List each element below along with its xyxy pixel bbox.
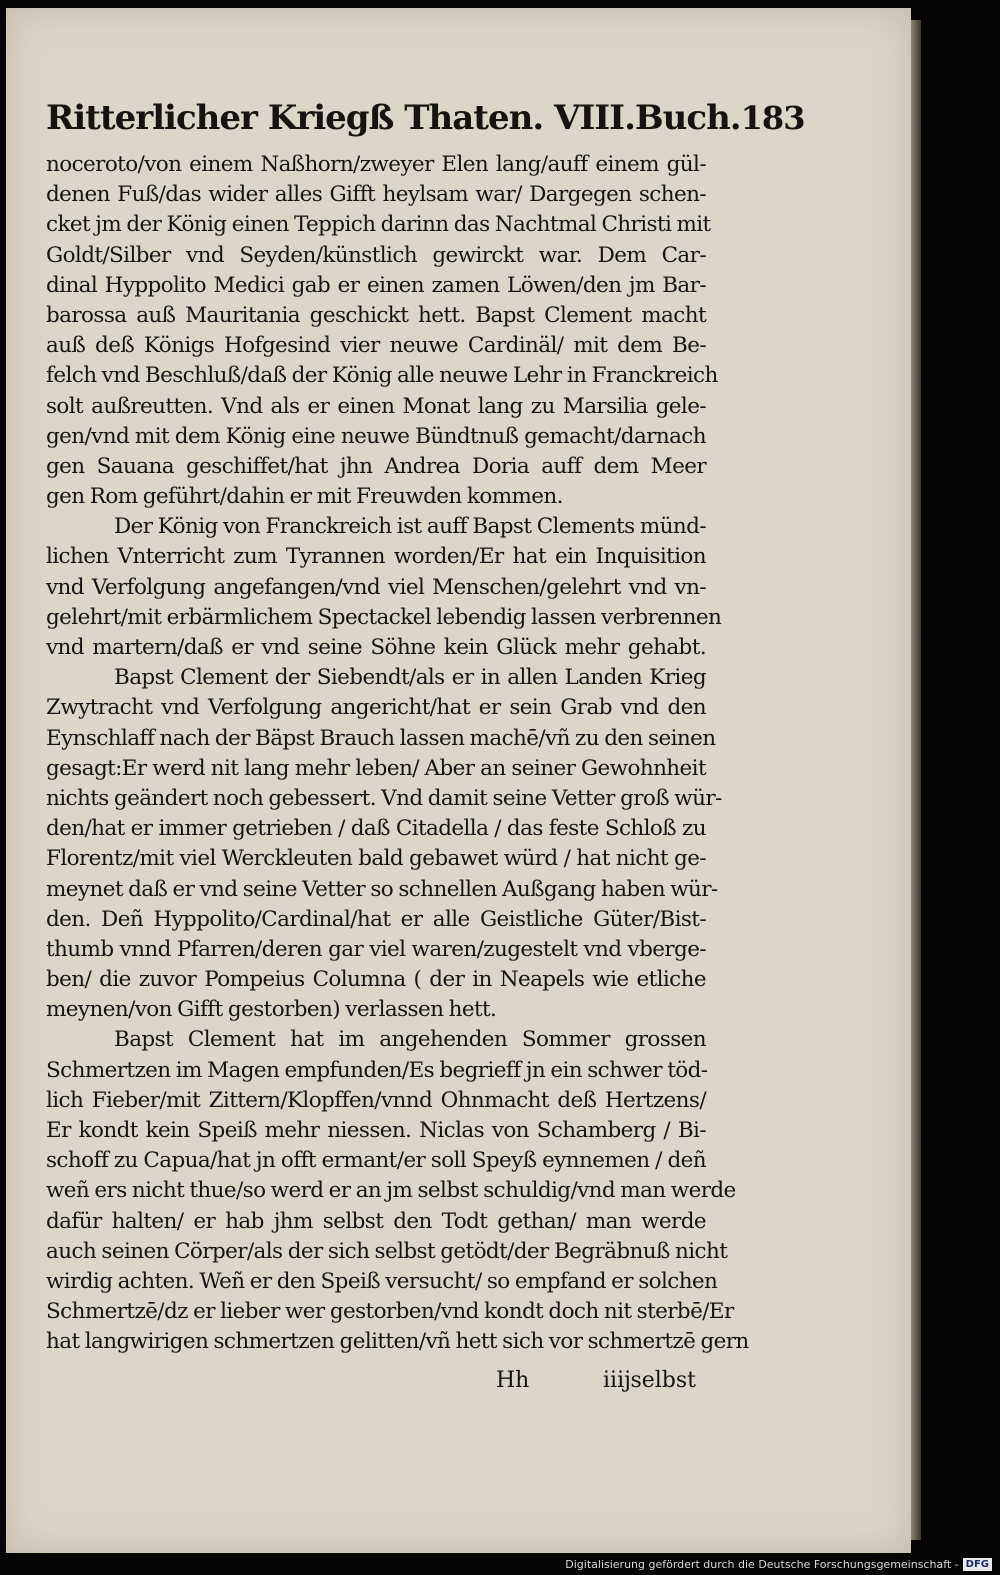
text-line: noceroto/von einem Naßhorn/zweyer Elen lang/auff einem gül-: [46, 152, 706, 177]
catchword: selbst: [630, 1367, 696, 1393]
text-line: den. Deñ Hyppolito/Cardinal/hat er alle Geistliche Güter/Bist-: [46, 906, 706, 932]
text-line: gen Sauana geschiffet/hat jhn Andrea Doria auff dem Meer: [46, 453, 706, 479]
text-block: [46, 98, 805, 1398]
text-line: auß deß Königs Hofgesind vier neuwe Cardinäl/ mit dem Be-: [46, 333, 706, 359]
text-line: Bapst Clement hat im angehenden Sommer grossen: [114, 1027, 706, 1053]
text-line: Zwytracht vnd Verfolgung angericht/hat er sein Grab vnd den: [46, 695, 706, 721]
text-line: hat langwirigen schmertzen gelitten/vñ hett sich vor schmertzē gern: [46, 1329, 749, 1355]
text-line: Bapst Clement der Siebendt/als er in allen Landen Krieg: [114, 665, 706, 691]
text-line: Der König von Franckreich ist auff Bapst Clements münd-: [114, 514, 706, 540]
text-line: ben/ die zuvor Pompeius Columna ( der in Neapels wie etliche: [46, 967, 706, 993]
paragraph-4: [46, 1025, 749, 1357]
page-edge: [911, 20, 921, 1540]
text-line: solt außreutten. Vnd als er einen Monat lang zu Marsilia gele-: [46, 393, 706, 419]
text-line: weñ ers nicht thue/so werd er an jm selbst schuldig/vnd man werde: [46, 1178, 736, 1204]
text-line: Er kondt kein Speiß mehr niessen. Niclas von Schamberg / Bi-: [46, 1118, 706, 1143]
text-line: Florentz/mit viel Werckleuten bald gebawet würd / hat nicht ge-: [46, 846, 706, 872]
text-line: Goldt/Silber vnd Seyden/künstlich gewirckt war. Dem Car-: [46, 242, 706, 268]
text-line: nichts geändert noch gebessert. Vnd damit seine Vetter groß wür-: [46, 785, 722, 811]
text-line: thumb vnnd Pfarren/deren gar viel waren/zugestelt vnd vberge-: [46, 936, 706, 962]
text-line: meynet daß er vnd seine Vetter so schnellen Außgang haben wür-: [46, 876, 718, 902]
text-line: schoff zu Capua/hat jn offt ermant/er soll Speyß eynnemen / deñ: [46, 1148, 706, 1174]
catchline: [46, 1364, 706, 1398]
text-line: dafür halten/ er hab jhm selbst den Todt gethan/ man werde: [46, 1208, 706, 1234]
text-line: barossa auß Mauritania geschickt hett. Bapst Clement macht: [46, 302, 706, 328]
text-line: lichen Vnterricht zum Tyrannen worden/Er hat ein Inquisition: [46, 544, 706, 570]
text-line: cket jm der König einen Teppich darinn das Nachtmal Christi mit: [46, 212, 711, 238]
text-line: felch vnd Beschluß/daß der König alle neuwe Lehr in Franckreich: [46, 363, 718, 389]
text-line: auch seinen Cörper/als der sich selbst getödt/der Begräbnuß nicht: [46, 1238, 728, 1264]
text-line: Schmertzē/dz er lieber wer gestorben/vnd kondt doch nit sterbē/Er: [46, 1299, 734, 1325]
folio-number: 183: [740, 99, 805, 137]
text-line: lich Fieber/mit Zittern/Klopffen/vnnd Ohnmacht deß Hertzens/: [46, 1087, 706, 1113]
text-line: Schmertzen im Magen empfunden/Es begrieff jn ein schwer töd-: [46, 1057, 708, 1083]
signature-number: iiij: [603, 1367, 631, 1393]
paragraph-1: [46, 150, 718, 512]
text-line: gen Rom geführt/dahin er mit Freuwden kommen.: [46, 484, 563, 510]
text-line: vnd martern/daß er vnd seine Söhne kein Glück mehr gehabt.: [46, 635, 706, 660]
signature-mark: Hh: [496, 1367, 530, 1393]
text-line: Eynschlaff nach der Bäpst Brauch lassen machē/vñ zu den seinen: [46, 725, 716, 751]
funding-text: Digitalisierung gefördert durch die Deutsche Forschungsgemeinschaft -: [565, 1557, 959, 1571]
text-line: gesagt:Er werd nit lang mehr leben/ Aber an seiner Gewohnheit: [46, 755, 706, 781]
text-line: gelehrt/mit erbärmlichem Spectackel lebendig lassen verbrennen: [46, 604, 722, 630]
paragraph-3: [46, 663, 722, 1025]
text-line: dinal Hyppolito Medici gab er einen zamen Löwen/den jm Bar-: [46, 272, 706, 298]
text-line: wirdig achten. Weñ er den Speiß versucht/ so empfand er solchen: [46, 1268, 718, 1294]
running-title: Ritterlicher Kriegß Thaten. VIII.Buch.: [46, 98, 741, 138]
text-line: vnd Verfolgung angefangen/vnd viel Menschen/gelehrt vnd vn-: [46, 574, 706, 600]
text-line: meynen/von Gifft gestorben) verlassen hett.: [46, 997, 497, 1023]
text-line: gen/vnd mit dem König eine neuwe Bündtnuß gemacht/darnach: [46, 423, 706, 449]
text-line: denen Fuß/das wider alles Gifft heylsam war/ Dargegen schen-: [46, 182, 706, 208]
book-page: [6, 8, 911, 1553]
funding-footer: [565, 1555, 992, 1573]
dfg-logo: DFG: [963, 1558, 992, 1571]
paragraph-2: [46, 512, 722, 663]
page-header: [46, 98, 805, 150]
text-line: den/hat er immer getrieben / daß Citadella / das feste Schloß zu: [46, 816, 706, 842]
